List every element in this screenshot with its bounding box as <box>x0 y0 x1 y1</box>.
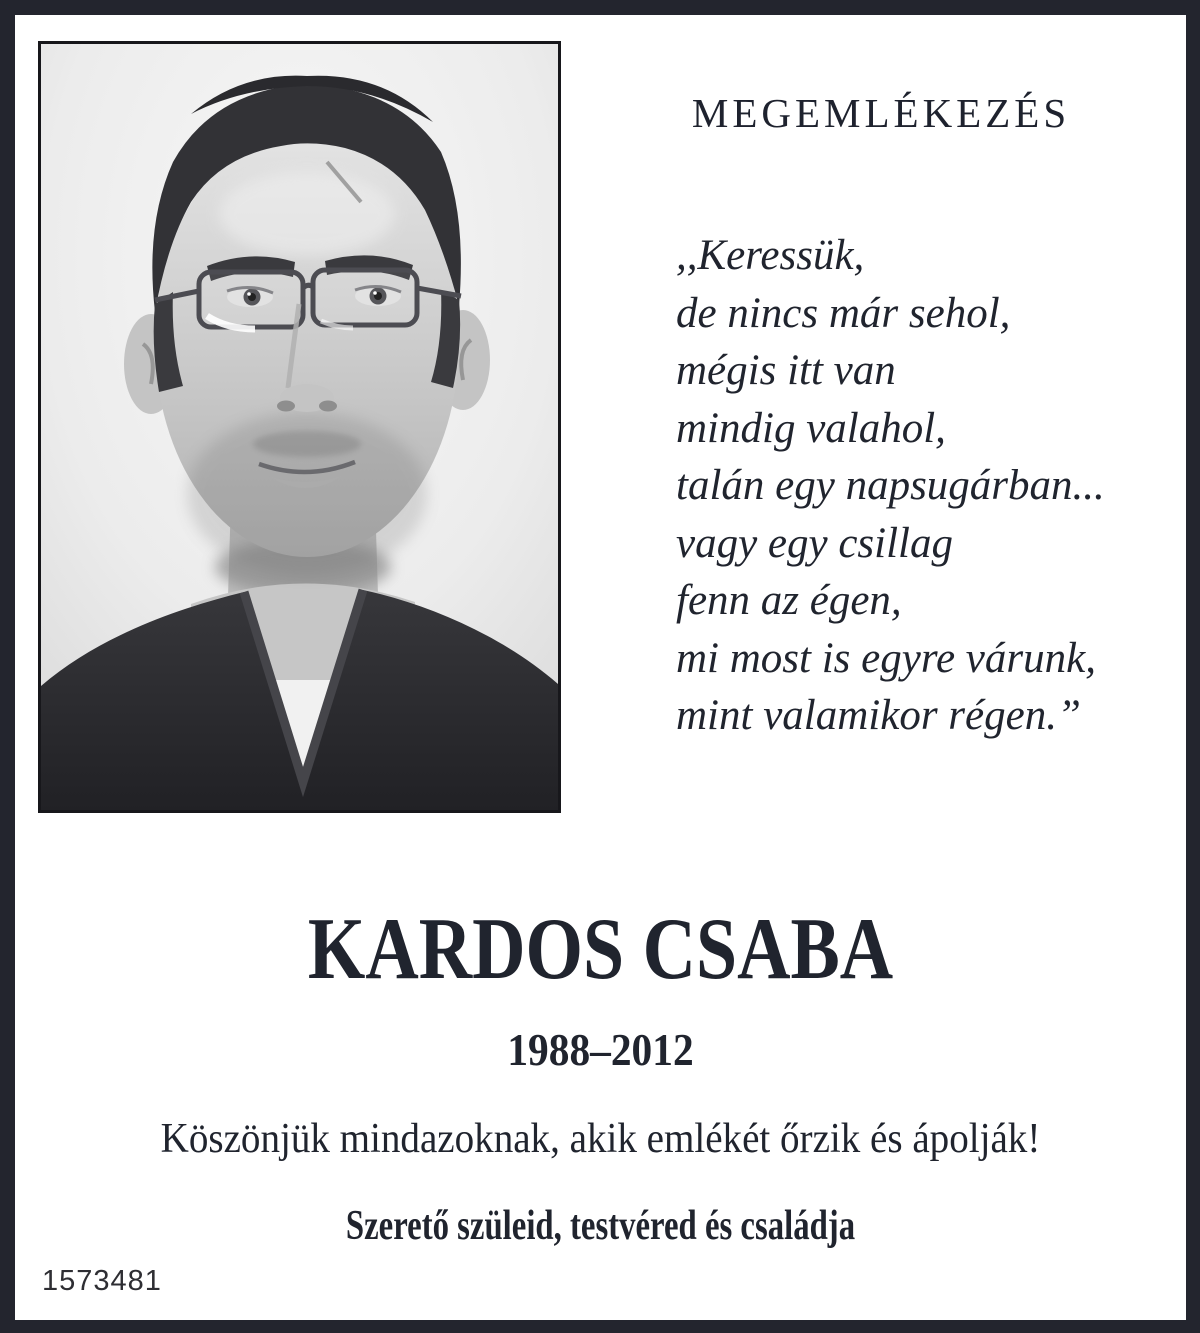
poem-line: mint valamikor régen.” <box>676 692 1081 739</box>
poem-line: vagy egy csillag <box>676 519 954 567</box>
thanks-line: Köszönjük mindazoknak, akik emlékét őrzik és ápolják! <box>160 1116 1041 1162</box>
deceased-name: KARDOS CSABA <box>307 901 894 998</box>
portrait-illustration <box>41 44 558 810</box>
notice-paper <box>15 15 1186 1320</box>
poem-line: mégis itt van <box>676 347 896 394</box>
poem-line: talán egy napsugárban... <box>676 462 1105 509</box>
poem-line: fenn az égen, <box>676 577 902 624</box>
birth-death-years: 1988–2012 <box>507 1025 694 1075</box>
poem-line: mindig valahol, <box>676 404 946 452</box>
poem-line: de nincs már sehol, <box>676 289 1011 337</box>
poem-line: mi most is egyre várunk, <box>676 634 1096 682</box>
notice-type-heading: MEGEMLÉKEZÉS <box>691 90 1071 136</box>
portrait-photo <box>38 41 561 813</box>
reference-number: 1573481 <box>42 1265 162 1297</box>
family-signature: Szerető szüleid, testvéred és családja <box>345 1203 856 1249</box>
memorial-poem <box>676 227 1105 745</box>
poem-line: ,,Keressük, <box>676 232 865 279</box>
